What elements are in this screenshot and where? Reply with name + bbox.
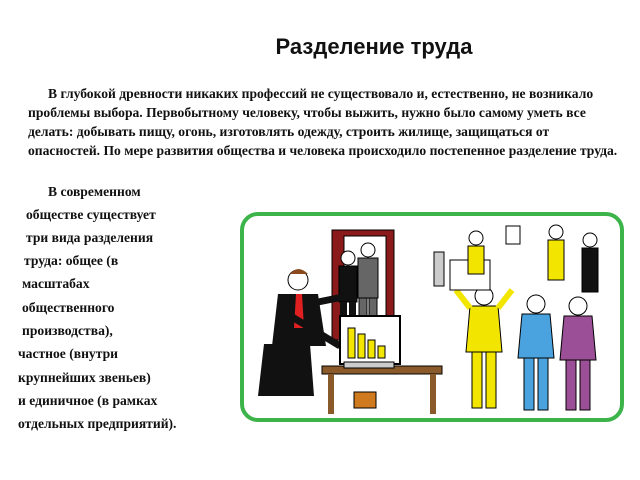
intro-paragraph-text: В глубокой древности никаких профессий не существовало и, естественно, не возникало проблемы выбора. Первобытному человеку, чтобы выжить, нужно было самому уметь все делать: добывать пищу, огонь, изготовлять одежду, строить жилище, защищаться от опасностей. По мере развития общества и человека происходило постепенное разделение труда.: [28, 86, 618, 158]
page-title: Разделение труда: [275, 34, 473, 59]
side-line-9: крупнейших звеньев): [18, 370, 151, 385]
background-workers: [434, 225, 598, 292]
purple-suit-worker: [560, 297, 596, 410]
desk: [322, 316, 442, 414]
office-workers-illustration: [240, 212, 624, 422]
side-line-3: три вида разделения: [26, 230, 154, 245]
side-line-10: и единичное (в рамках: [18, 393, 158, 408]
blue-suit-worker: [518, 295, 554, 410]
side-line-7: производства),: [22, 323, 113, 338]
office-scene-drawing: [244, 216, 620, 418]
intro-paragraph: [28, 84, 618, 160]
side-line-2: обществе существует: [26, 207, 156, 222]
yellow-suit-worker: [456, 287, 512, 408]
side-line-4: труда: общее (в: [24, 253, 119, 268]
side-line-5: масштабах: [22, 276, 90, 291]
side-line-1: В современном: [48, 184, 141, 199]
side-line-11: отдельных предприятий).: [18, 416, 177, 431]
side-line-6: общественного: [22, 300, 115, 315]
side-line-8: частное (внутри: [18, 346, 118, 361]
